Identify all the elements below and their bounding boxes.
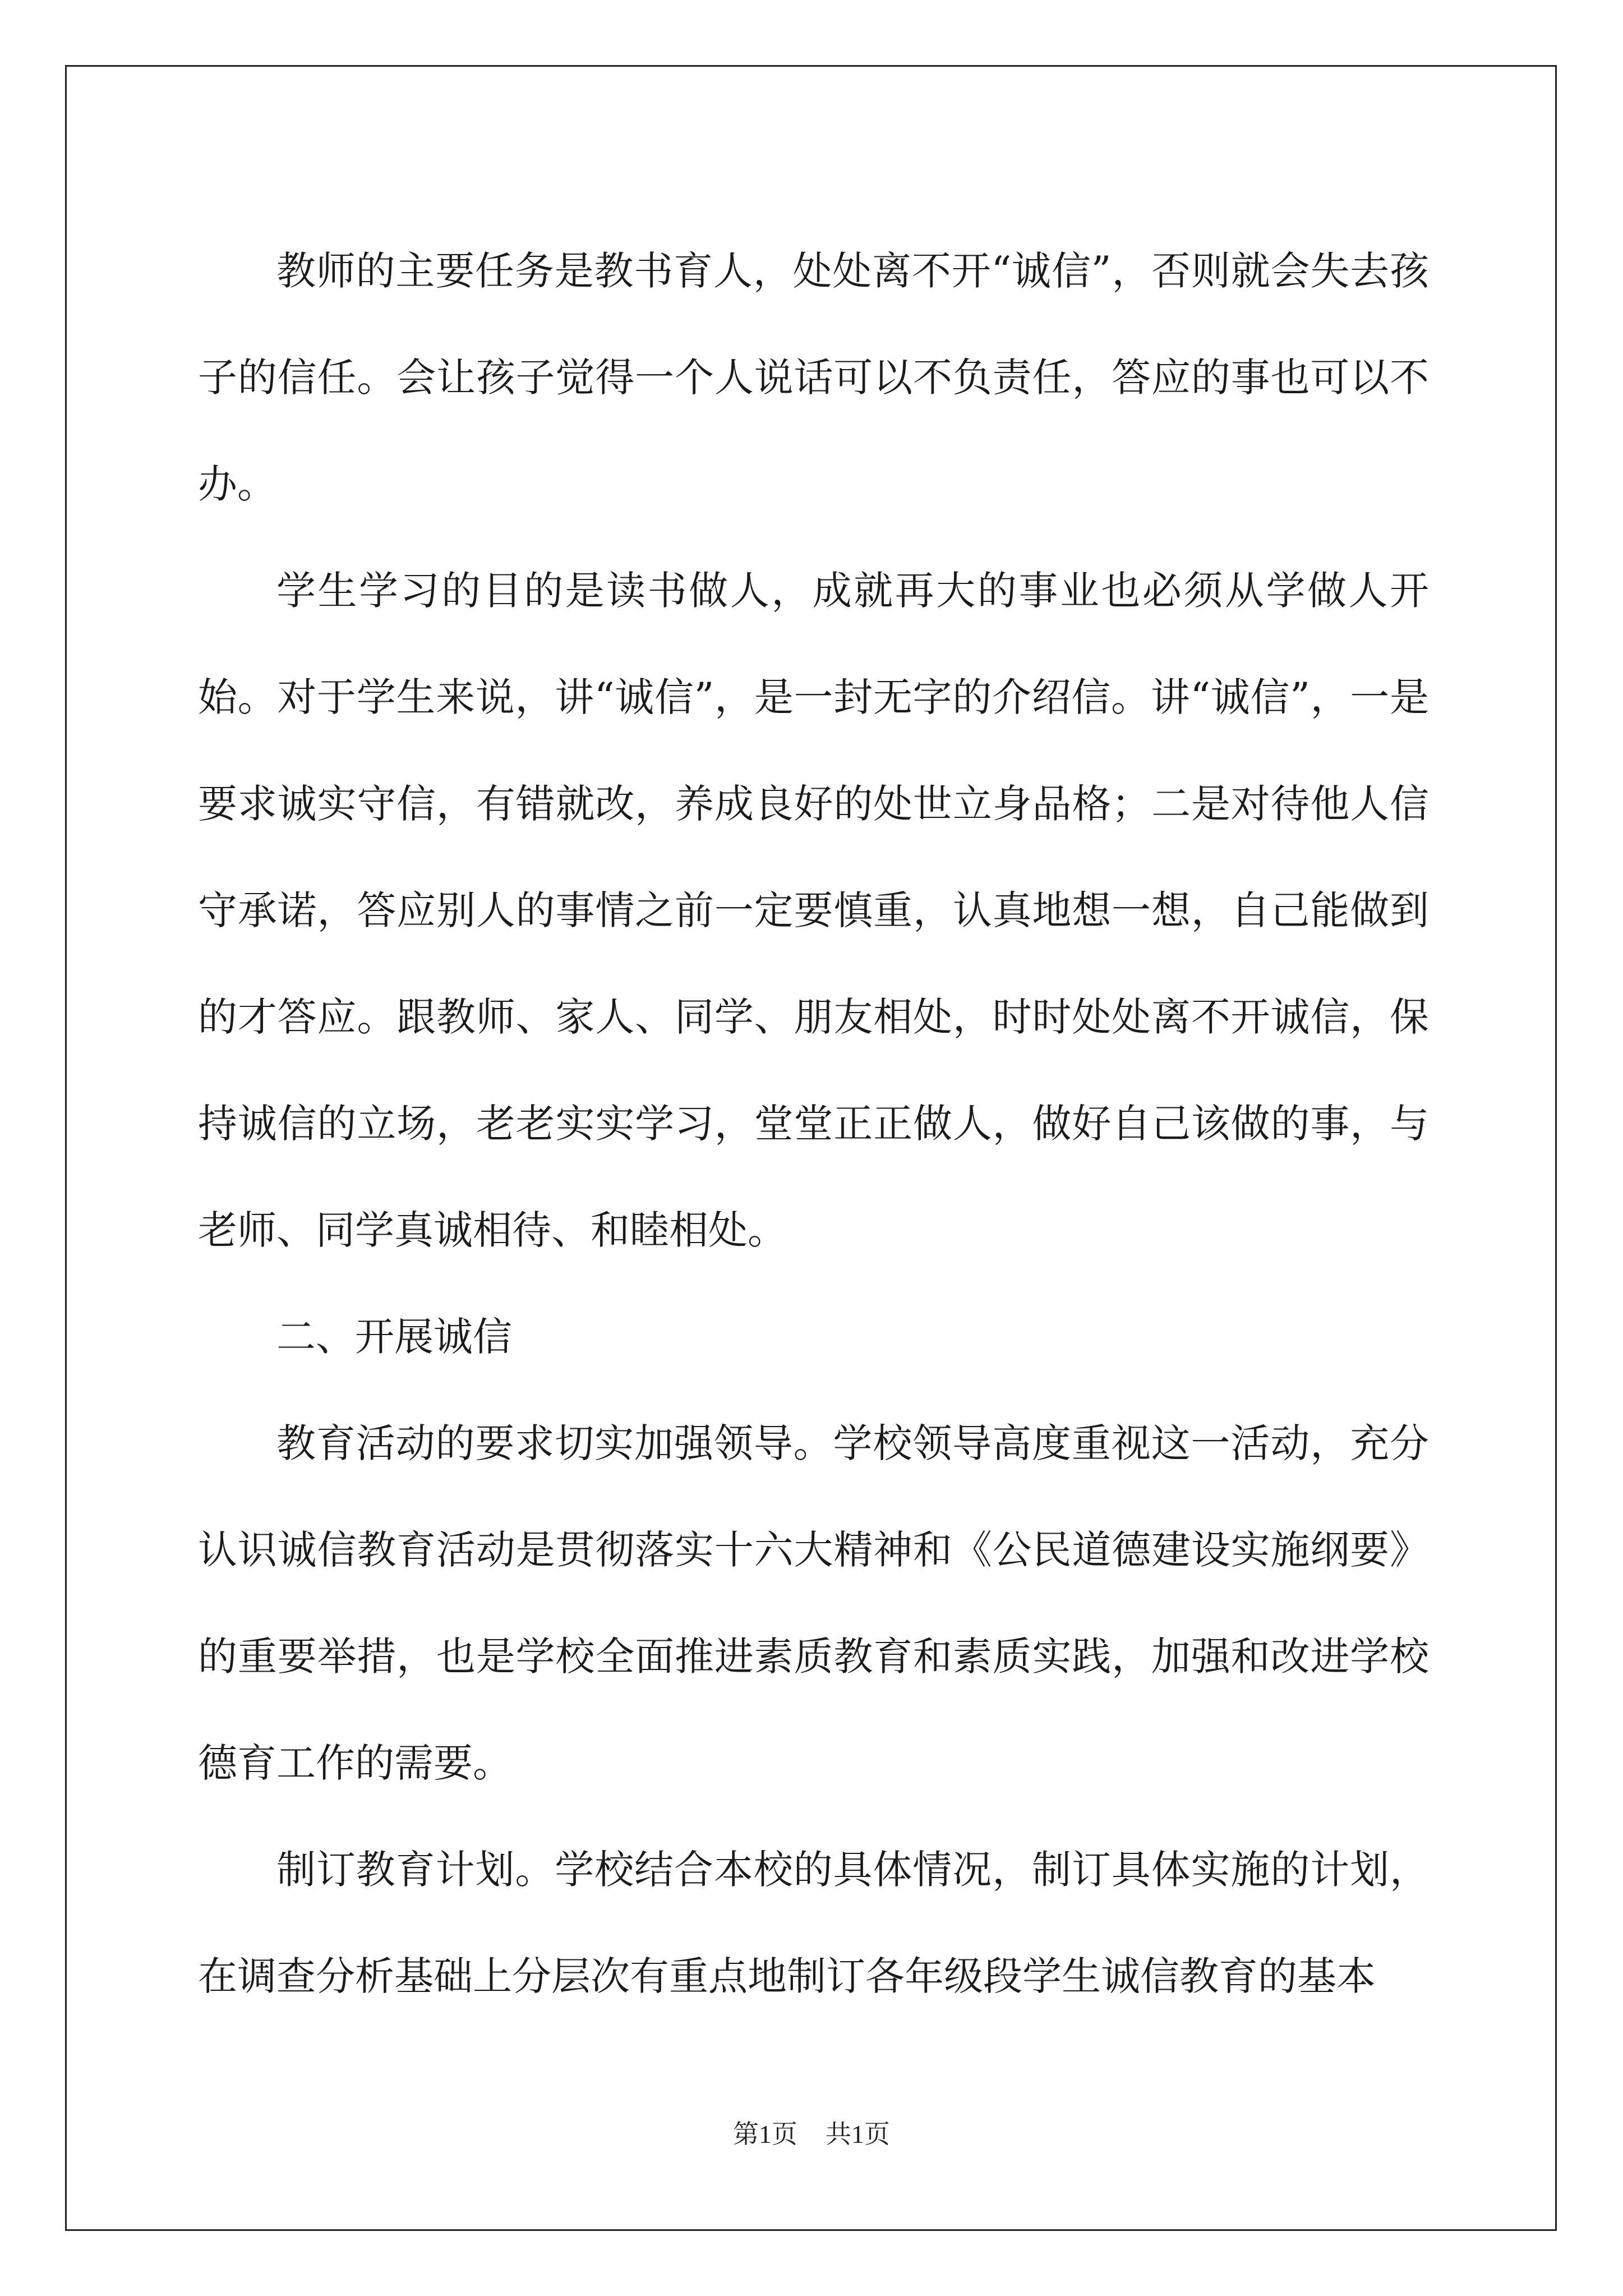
paragraph: 教育活动的要求切实加强领导。学校领导高度重视这一活动，充分认识诚信教育活动是贯彻落实十六大精神和《公民道德建设实施纲要》的重要举措，也是学校全面推进素质教育和素质实践，加强和改进学校德育工作的需要。 (198, 1420, 1429, 1786)
document-body (198, 218, 1429, 2030)
paragraph: 制订教育计划。学校结合本校的具体情况，制订具体实施的计划，在调查分析基础上分层次有重点地制订各年级段学生诚信教育的基本 (198, 1847, 1429, 1999)
paragraph: 教师的主要任务是教书育人，处处离不开“诚信”，否则就会失去孩子的信任。会让孩子觉得一个人说话可以不负责任，答应的事也可以不办。 (198, 248, 1429, 507)
page-total: 共1页 (826, 2120, 890, 2148)
page-number: 第1页 (733, 2120, 797, 2148)
section-heading: 二、开展诚信 (276, 1314, 512, 1360)
page-footer (0, 2118, 1623, 2151)
paragraph: 学生学习的目的是读书做人，成就再大的事业也必须从学做人开始。对于学生来说，讲“诚信”，是一封无字的介绍信。讲“诚信”，一是要求诚实守信，有错就改，养成良好的处世立身品格；二是对待他人信守承诺，答应别人的事情之前一定要慎重，认真地想一想，自己能做到的才答应。跟教师、家人、同学、朋友相处，时时处处离不开诚信，保持诚信的立场，老老实实学习，堂堂正正做人，做好自己该做的事，与老师、同学真诚相待、和睦相处。 (198, 568, 1429, 1253)
